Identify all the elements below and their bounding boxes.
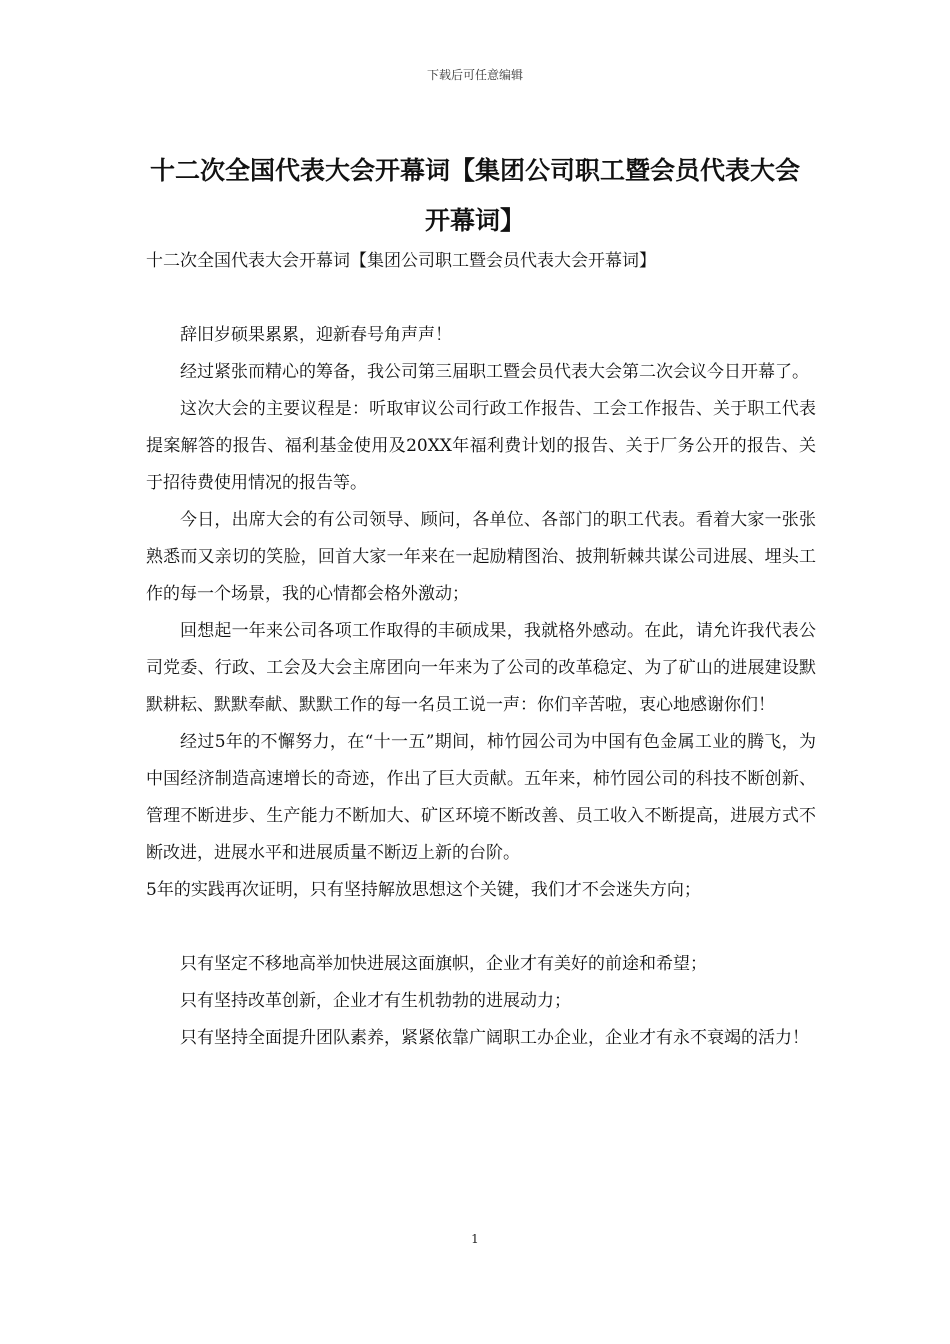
header-note: 下载后可任意编辑	[426, 68, 523, 82]
document-subtitle: 十二次全国代表大会开幕词【集团公司职工暨会员代表大会开幕词】	[146, 251, 656, 271]
paragraph-3: 这次大会的主要议程是：听取审议公司行政工作报告、工会工作报告、关于职工代表提案解答的报告、福利基金使用及20XX年福利费计划的报告、关于厂务公开的报告、关于招待费使用情况的报告等。	[146, 399, 816, 493]
document-title: 十二次全国代表大会开幕词【集团公司职工暨会员代表大会开幕词】	[149, 156, 800, 235]
document-body	[146, 317, 816, 1057]
paragraph-9: 只有坚持改革创新，企业才有生机勃勃的进展动力；	[180, 991, 571, 1011]
paragraph-7: 5年的实践再次证明，只有坚持解放思想这个关键，我们才不会迷失方向；	[146, 880, 701, 900]
paragraph-4: 今日，出席大会的有公司领导、顾问，各单位、各部门的职工代表。看着大家一张张熟悉而又亲切的笑脸，回首大家一年来在一起励精图治、披荆斩棘共谋公司进展、埋头工作的每一个场景，我的心情都会格外激动；	[146, 510, 816, 604]
paragraph-2: 经过紧张而精心的筹备，我公司第三届职工暨会员代表大会第二次会议今日开幕了。	[180, 362, 809, 382]
paragraph-8: 只有坚定不移地高举加快进展这面旗帜，企业才有美好的前途和希望；	[180, 954, 707, 974]
paragraph-1: 辞旧岁硕果累累，迎新春号角声声！	[180, 325, 452, 345]
paragraph-6: 经过5年的不懈努力，在“十一五”期间，柿竹园公司为中国有色金属工业的腾飞，为中国经济制造高速增长的奇迹，作出了巨大贡献。五年来，柿竹园公司的科技不断创新、管理不断进步、生产能力不断加大、矿区环境不断改善、员工收入不断提高，进展方式不断改进，进展水平和进展质量不断迈上新的台阶。	[146, 732, 816, 863]
page-number: 1	[471, 1232, 479, 1246]
paragraph-10: 只有坚持全面提升团队素养，紧紧依靠广阔职工办企业，企业才有永不衰竭的活力！	[180, 1028, 809, 1048]
paragraph-5: 回想起一年来公司各项工作取得的丰硕成果，我就格外感动。在此，请允许我代表公司党委、行政、工会及大会主席团向一年来为了公司的改革稳定、为了矿山的进展建设默默耕耘、默默奉献、默默工作的每一名员工说一声：你们辛苦啦，衷心地感谢你们！	[146, 621, 816, 715]
